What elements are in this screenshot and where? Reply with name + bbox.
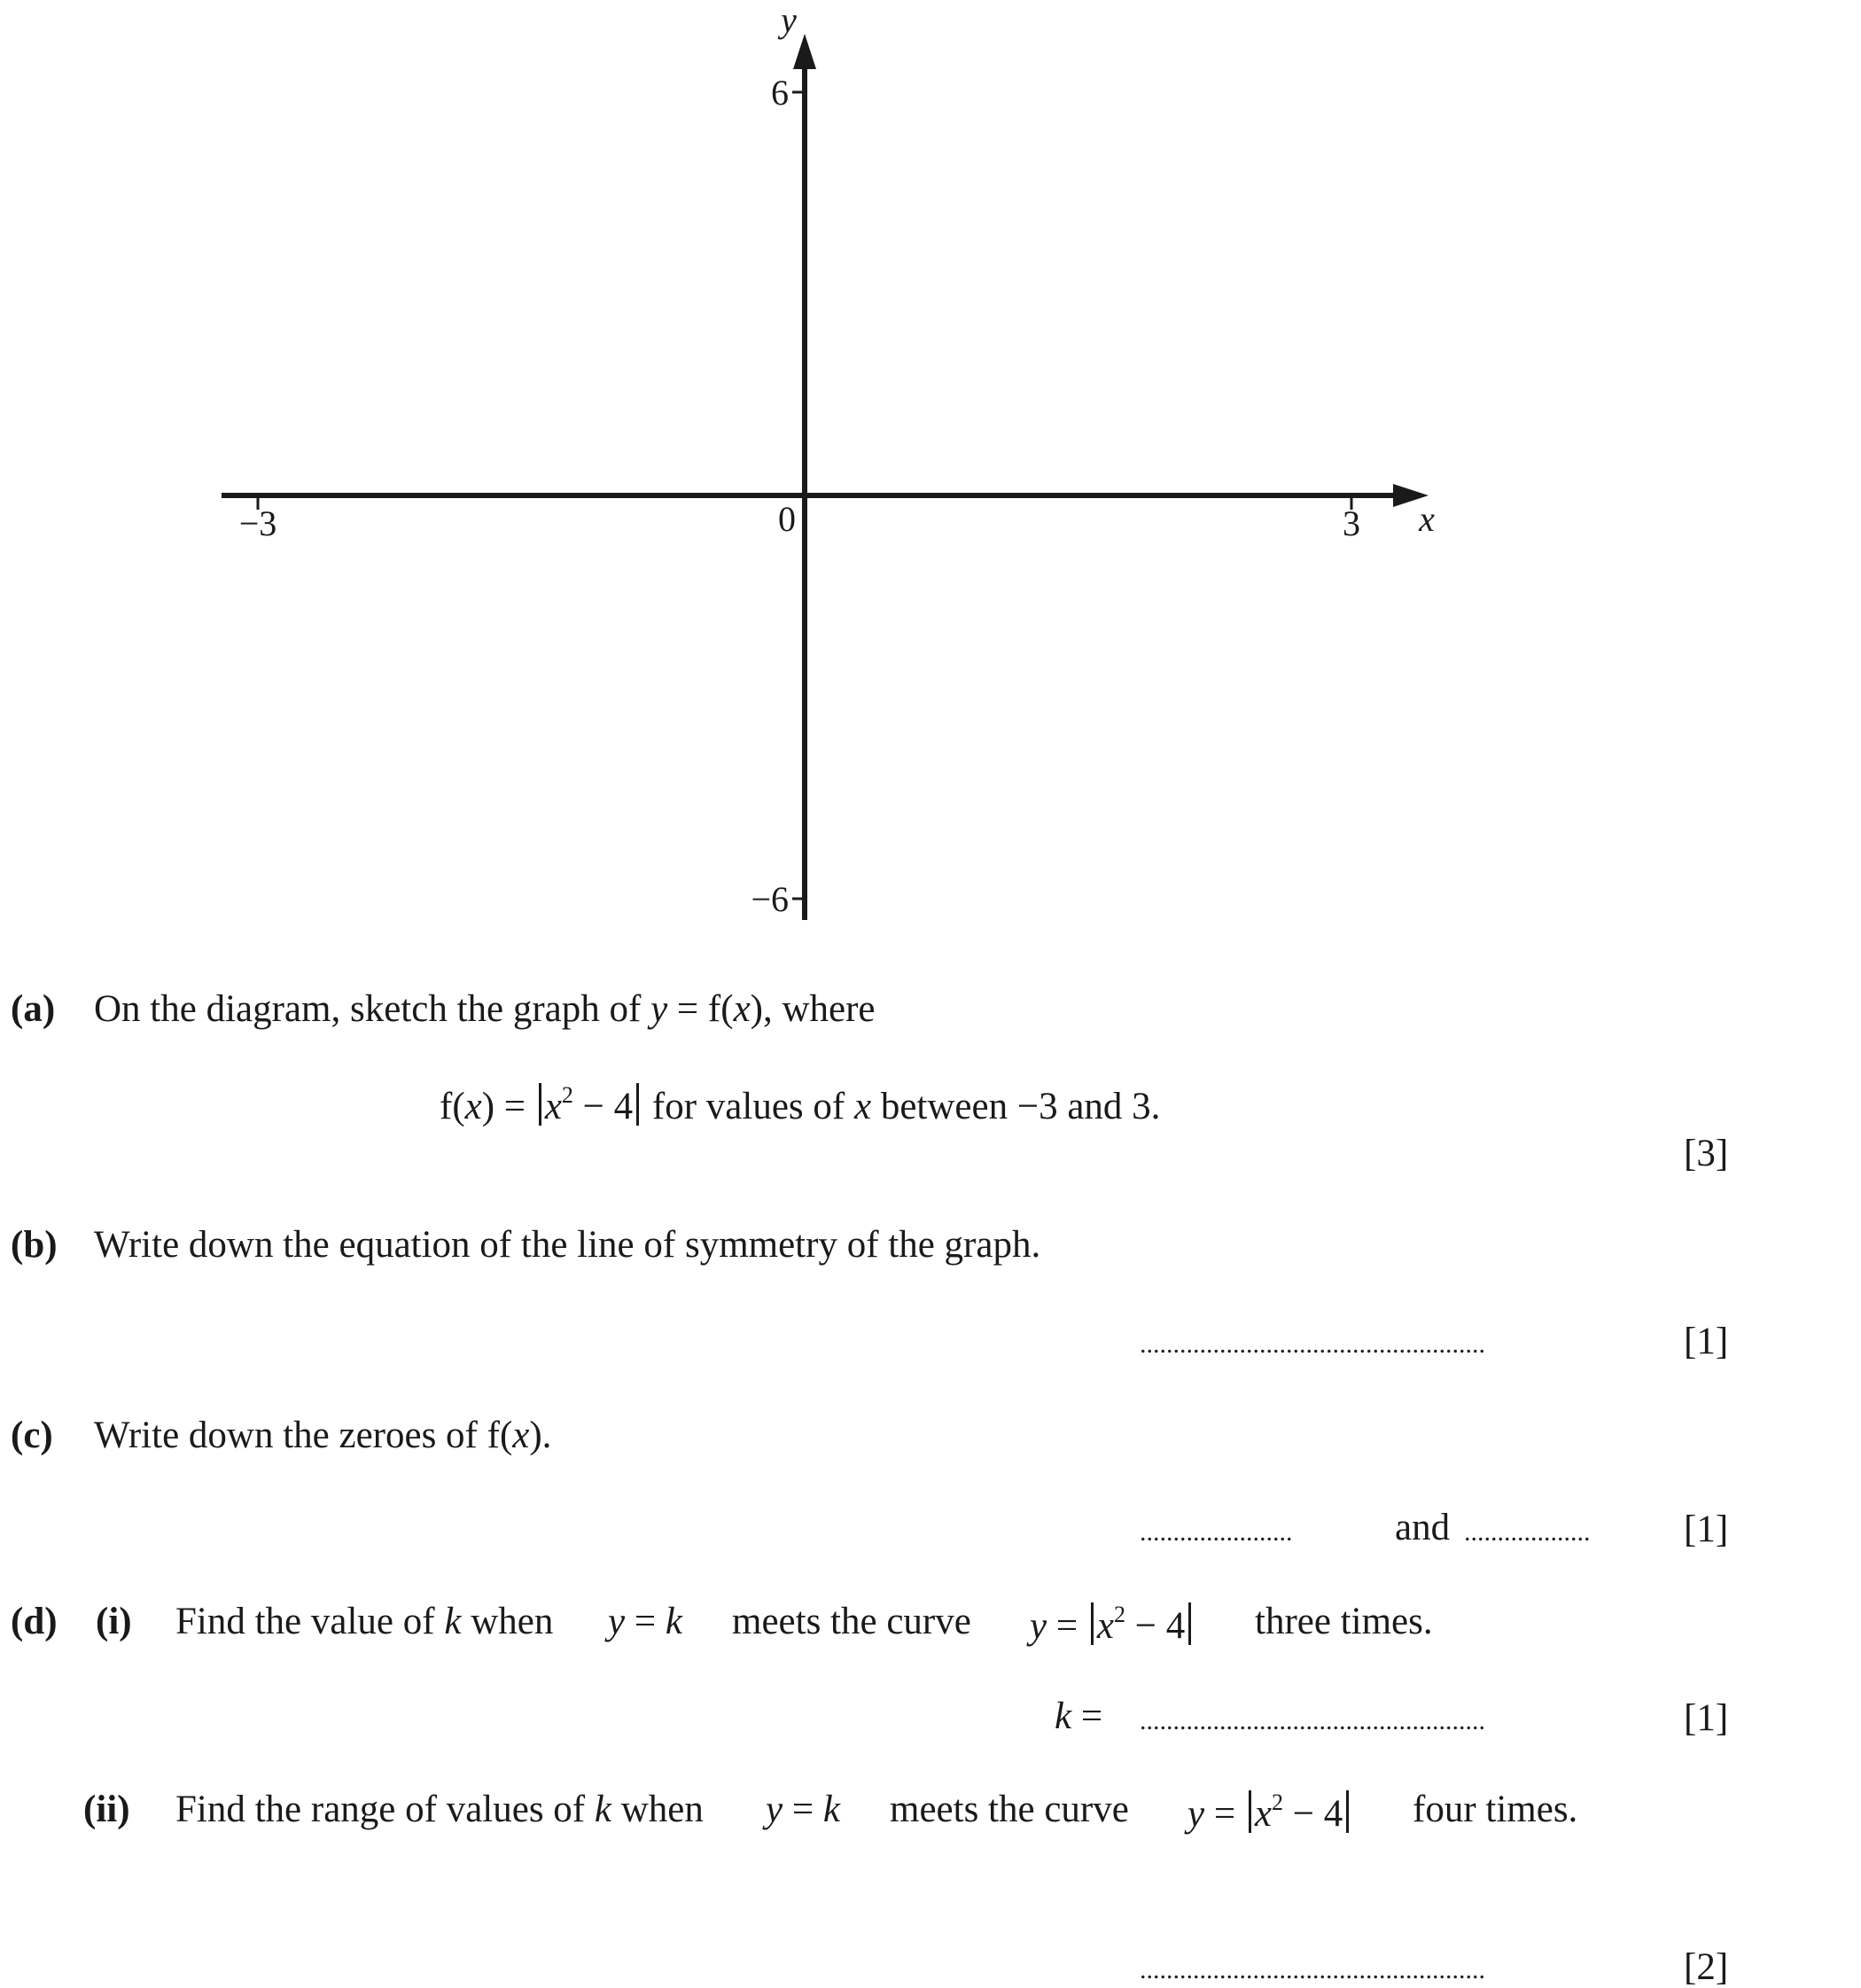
question-b-marks: [1] xyxy=(1684,1321,1729,1362)
question-d-i-text xyxy=(175,1602,553,1641)
d-ii-curve-x: x xyxy=(1254,1793,1272,1835)
d-i-curve-sup: 2 xyxy=(1113,1602,1125,1627)
d-i-k-label: k xyxy=(1055,1696,1072,1737)
question-a-y: y xyxy=(650,988,668,1030)
d-i-curve-rest: − 4 xyxy=(1125,1605,1186,1647)
d-ii-text-pre: Find the range of values of xyxy=(175,1789,595,1830)
d-ii-curve-sup: 2 xyxy=(1271,1789,1283,1815)
d-ii-curve xyxy=(1187,1790,1352,1833)
d-i-line-eq xyxy=(608,1602,682,1641)
question-c-marks: [1] xyxy=(1684,1509,1729,1550)
question-c-text-post: ). xyxy=(529,1415,552,1456)
def-sup: 2 xyxy=(561,1082,573,1108)
question-a-x: x xyxy=(733,988,751,1030)
question-a-label: (a) xyxy=(11,988,56,1030)
d-i-curve-eq: = xyxy=(1047,1605,1087,1647)
origin-label: 0 xyxy=(778,499,796,539)
d-ii-eq-y: y xyxy=(766,1789,783,1830)
d-i-k-eq: = xyxy=(1071,1696,1103,1737)
question-d-i-marks: [1] xyxy=(1684,1697,1729,1739)
d-i-eq-k: k xyxy=(665,1601,682,1642)
d-i-eq-y: y xyxy=(608,1601,626,1642)
question-c-label: (c) xyxy=(11,1415,53,1456)
d-i-curve-x: x xyxy=(1096,1605,1114,1647)
x-axis-label: x xyxy=(1419,499,1435,539)
d-ii-meets: meets the curve xyxy=(890,1789,1129,1830)
d-i-tail: three times. xyxy=(1255,1601,1433,1642)
d-ii-when: when xyxy=(611,1789,704,1830)
question-b-text: Write down the equation of the line of symmetry of the graph. xyxy=(94,1224,1041,1266)
question-a-text xyxy=(94,990,876,1028)
y-axis-label: y xyxy=(781,0,797,40)
d-ii-abs-bar-left xyxy=(1249,1790,1251,1833)
axes-layer xyxy=(222,0,1435,920)
d-i-curve-y: y xyxy=(1030,1605,1047,1647)
x-tick-label-0: −3 xyxy=(238,503,277,543)
question-d-ii-answer-line[interactable]: .................................................... xyxy=(1140,1955,1485,1984)
question-b-label: (b) xyxy=(11,1224,58,1266)
question-d-label: (d) xyxy=(11,1601,58,1642)
d-i-when: when xyxy=(461,1601,554,1642)
d-i-k: k xyxy=(444,1601,462,1642)
question-d-i-answer-line[interactable]: .................................................... xyxy=(1140,1706,1485,1735)
function-definition xyxy=(440,1083,1160,1126)
question-a-text-pre: On the diagram, sketch the graph of xyxy=(94,988,651,1030)
y-tick-label-1: −6 xyxy=(751,879,789,919)
y-axis-arrow xyxy=(793,34,816,69)
d-ii-curve-eq: = xyxy=(1204,1793,1245,1835)
def-abs-x: x xyxy=(544,1086,562,1127)
d-i-eq-eq: = xyxy=(625,1601,666,1642)
d-ii-line-eq xyxy=(766,1790,840,1828)
question-c-and: and xyxy=(1395,1507,1451,1548)
question-d-i-label: (i) xyxy=(96,1601,132,1642)
def-eq: ) = xyxy=(481,1086,535,1127)
def-tail-x: x xyxy=(853,1086,872,1127)
question-d-ii-text xyxy=(175,1790,704,1828)
y-tick-label-0: 6 xyxy=(771,73,789,113)
d-ii-eq-k: k xyxy=(822,1789,840,1830)
d-ii-k: k xyxy=(594,1789,611,1830)
abs-bar-right xyxy=(636,1083,639,1126)
def-abs-rest: − 4 xyxy=(572,1086,634,1127)
question-a-eq-mid: = f( xyxy=(667,988,734,1030)
question-b-answer-line[interactable]: .................................................... xyxy=(1140,1329,1485,1359)
axes-diagram xyxy=(0,0,1861,948)
question-a-marks: [3] xyxy=(1684,1133,1729,1174)
def-x: x xyxy=(464,1086,482,1127)
def-tail-a: for values of xyxy=(642,1086,854,1127)
question-c-text-pre: Write down the zeroes of f( xyxy=(94,1415,513,1456)
question-c-answer-line-1[interactable]: ....................... xyxy=(1140,1517,1293,1547)
question-d-ii-marks: [2] xyxy=(1684,1946,1729,1988)
d-ii-abs-bar-right xyxy=(1346,1790,1349,1833)
d-i-k-answer-label xyxy=(1055,1697,1102,1735)
d-ii-eq-eq: = xyxy=(783,1789,823,1830)
d-i-abs-bar-right xyxy=(1188,1602,1191,1645)
def-f: f( xyxy=(440,1086,465,1127)
d-ii-curve-y: y xyxy=(1187,1793,1205,1835)
d-i-curve xyxy=(1030,1602,1195,1645)
question-c-x: x xyxy=(512,1415,530,1456)
d-ii-tail: four times. xyxy=(1413,1789,1578,1830)
def-tail-b: between −3 and 3. xyxy=(871,1086,1161,1127)
d-ii-curve-rest: − 4 xyxy=(1282,1793,1343,1835)
abs-bar-left xyxy=(539,1083,541,1126)
question-c-text xyxy=(94,1416,551,1454)
d-i-abs-bar-left xyxy=(1091,1602,1094,1645)
x-tick-label-1: 3 xyxy=(1343,503,1360,543)
question-c-answer-line-2[interactable]: ................... xyxy=(1464,1517,1591,1547)
question-a-text-post: ), where xyxy=(750,988,876,1030)
d-i-meets: meets the curve xyxy=(732,1601,971,1642)
d-i-text-pre: Find the value of xyxy=(175,1601,445,1642)
question-d-ii-label: (ii) xyxy=(83,1789,130,1830)
